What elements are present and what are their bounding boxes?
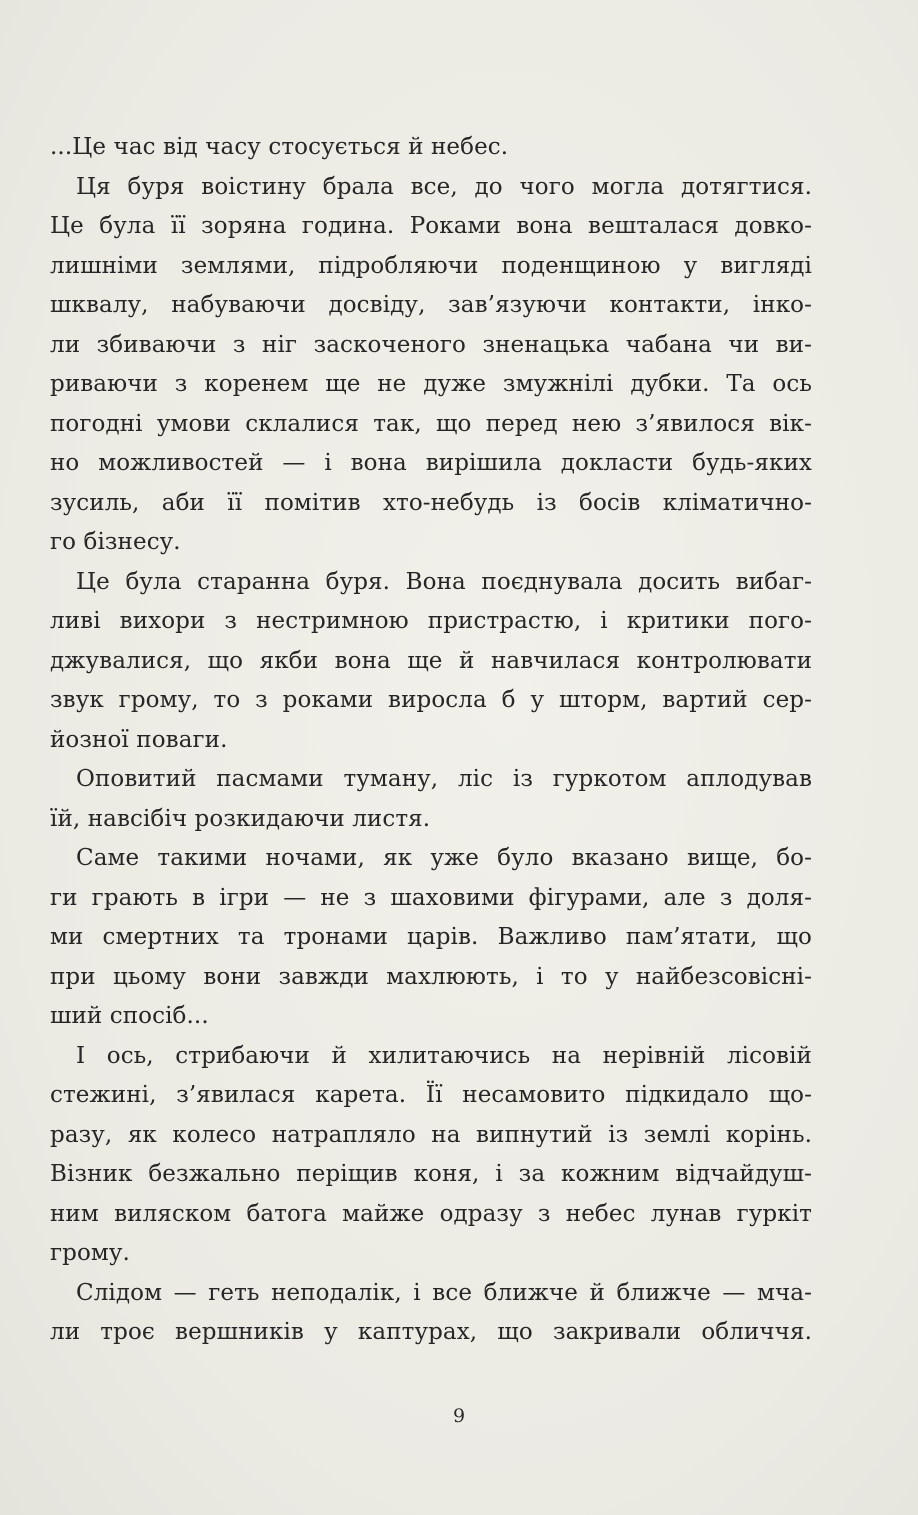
- text-line-2: Ця буря воістину брала все, до чого могла дотягтися.: [76, 173, 812, 200]
- text-line-11: го бізнесу.: [50, 529, 181, 555]
- text-line-10: зусиль, аби її помітив хто-небудь із босів кліматично-: [50, 489, 812, 516]
- text-line-4: лишніми землями, підробляючи поденщиною у вигляді: [50, 252, 812, 279]
- text-line-3: Це була її зоряна година. Роками вона вешталася довко-: [50, 213, 812, 239]
- text-line-1: ...Це час від часу стосується й небес.: [50, 134, 509, 160]
- text-line-19: Саме такими ночами, як уже було вказано вище, бо-: [76, 845, 812, 871]
- text-line-22: при цьому вони завжди махлюють, і то у найбезсовісні-: [50, 963, 812, 990]
- text-line-23: ший спосіб...: [50, 1003, 209, 1029]
- text-line-29: грому.: [50, 1240, 130, 1266]
- text-line-26: разу, як колесо натрапляло на випнутий із землі корінь.: [50, 1121, 812, 1148]
- body-text: [50, 128, 812, 1353]
- text-line-25: стежині, з’явилася карета. Її несамовито підкидало що-: [50, 1082, 812, 1108]
- text-line-18: їй, навсібіч розкидаючи листя.: [50, 805, 431, 832]
- text-line-9: но можливостей — і вона вирішила докласти будь-яких: [50, 450, 812, 476]
- text-line-14: джувалися, що якби вона ще й навчилася контролювати: [50, 647, 812, 674]
- text-line-17: Оповитий пасмами туману, ліс із гуркотом аплодував: [76, 766, 812, 792]
- text-line-13: ливі вихори з нестримною пристрастю, і критики пого-: [50, 608, 812, 634]
- text-line-20: ги грають в ігри — не з шаховими фігурами, але з доля-: [50, 884, 812, 911]
- text-line-24: І ось, стрибаючи й хилитаючись на нерівній лісовій: [76, 1042, 812, 1069]
- text-line-12: Це була старанна буря. Вона поєднувала досить вибаг-: [76, 568, 812, 595]
- text-line-21: ми смертних та тронами царів. Важливо пам’ятати, що: [50, 924, 812, 950]
- text-line-8: погодні умови склалися так, що перед нею з’явилося вік-: [50, 410, 812, 437]
- text-line-28: ним виляском батога майже одразу з небес лунав гуркіт: [50, 1200, 812, 1227]
- text-line-30: Слідом — геть неподалік, і все ближче й ближче — мча-: [76, 1279, 812, 1306]
- text-line-7: риваючи з коренем ще не дуже змужнілі дубки. Та ось: [50, 371, 812, 397]
- text-line-15: звук грому, то з роками виросла б у шторм, вартий сер-: [50, 687, 812, 713]
- text-line-6: ли збиваючи з ніг заскоченого зненацька чабана чи ви-: [50, 331, 812, 358]
- text-line-16: йозної поваги.: [50, 726, 228, 753]
- text-line-31: ли троє вершників у каптурах, що закривали обличчя.: [50, 1319, 812, 1345]
- page-number: 9: [452, 1405, 466, 1427]
- text-line-5: шквалу, набуваючи досвіду, зав’язуючи контакти, інко-: [50, 292, 812, 318]
- text-line-27: Візник безжально періщив коня, і за кожним відчайдуш-: [50, 1161, 812, 1187]
